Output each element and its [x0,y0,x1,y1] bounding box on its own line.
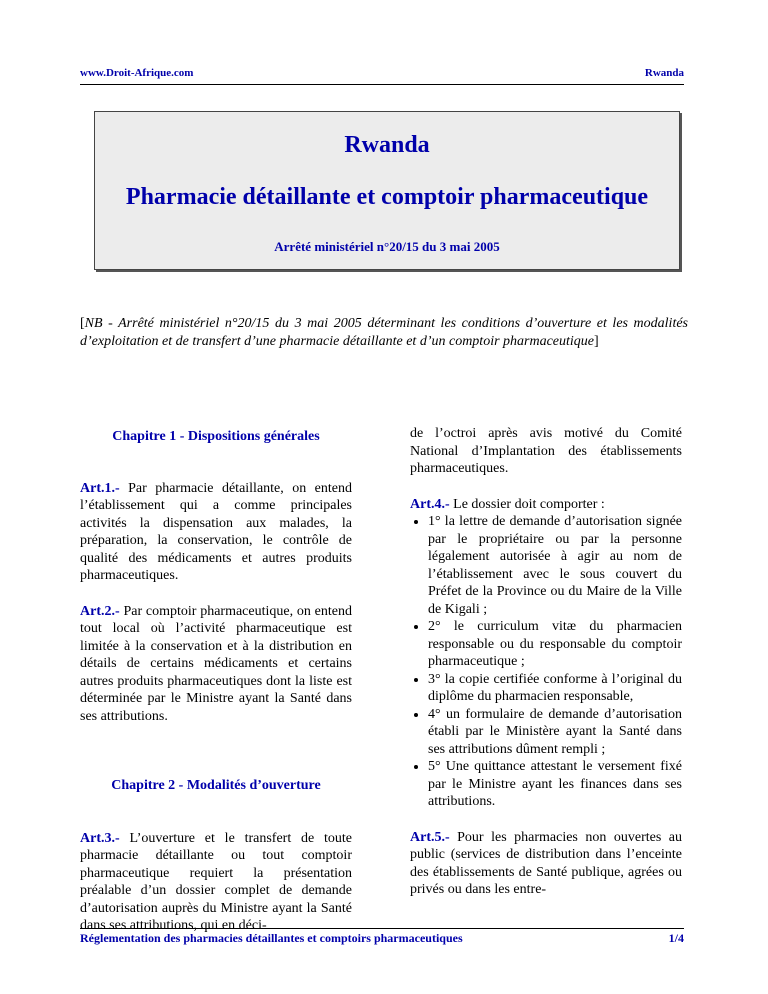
nb-close-bracket: ] [594,334,599,349]
list-item: • 2° le curriculum vitæ du pharmacien responsable ou du responsable du comptoir pharmaceutique ; [428,618,682,671]
list-item: • 5° Une quittance attestant le versement fixé par le Ministre ayant les finances dans ses attributions. [428,758,682,811]
article-5-label: Art.5.- [410,829,450,845]
article-2-label: Art.2.- [80,603,120,619]
article-5-text: Pour les pharmacies non ouvertes au public (services de distribution dans l’enceinte des établissements de Santé publique, agrées ou privés ou dans les entre- [410,829,682,897]
header-site-link[interactable]: www.Droit-Afrique.com [80,67,194,79]
footer-title: Réglementation des pharmacies détaillantes et comptoirs pharmaceutiques [80,931,463,945]
article-4 [410,496,682,514]
nb-open-bracket: [ [80,316,85,331]
article-3-continued: de l’octroi après avis motivé du Comité National d’Implantation des établissements pharmaceutiques. [410,426,682,476]
article-4-label: Art.4.- [410,496,450,512]
article-4-list [410,513,682,811]
header-divider [80,84,684,85]
footer-divider [80,928,684,929]
chapter-1-heading: Chapitre 1 - Dispositions générales [112,429,320,444]
article-3-label: Art.3.- [80,830,120,846]
article-1-text: Par pharmacie détaillante, on entend l’établissement qui a comme principales activités la dispensation aux malades, la préparation, la conservation, le contrôle de qualité des médicaments et autres produits pharmaceutiques. [80,480,352,583]
article-5 [410,829,682,899]
chapter-2-heading: Chapitre 2 - Modalités d’ouverture [111,778,321,793]
title-country: Rwanda [344,132,430,158]
nb-text: NB - Arrêté ministériel n°20/15 du 3 mai 2005 déterminant les conditions d’ouverture et les modalités d’exploitation et de transfert d’une pharmacie détaillante et d’un comptoir pharmaceutique [80,316,688,349]
right-column [410,425,682,899]
article-3 [80,830,352,935]
document-subtitle: Arrêté ministériel n°20/15 du 3 mai 2005 [274,239,500,254]
article-1-label: Art.1.- [80,480,120,496]
header-country: Rwanda [644,67,684,79]
left-column [80,425,352,935]
article-3-text: L’ouverture et le transfert de toute pharmacie détaillante ou tout comptoir pharmaceutique requiert la présentation préalable d’un dossier complet de demande d’autorisation auprès du Ministre ayant la Santé dans ses attributions, qui en déci- [80,830,352,933]
article-1 [80,480,352,585]
title-box [94,111,680,270]
page-number: 1/4 [668,931,684,945]
list-item: • 4° un formulaire de demande d’autorisation établi par le Ministère ayant la Santé dans ses attributions dûment rempli ; [428,706,682,759]
article-2-text: Par comptoir pharmaceutique, on entend tout local où l’activité pharmaceutique est limitée à la conservation et à la distribution en détails de certains médicaments et certains autres produits pharmaceutiques dont la liste est déterminée par le Ministre ayant la Santé dans ses attributions. [80,603,352,724]
article-4-text: Le dossier doit comporter : [449,496,605,512]
document-title: Pharmacie détaillante et comptoir pharmaceutique [125,184,649,210]
list-item: • 1° la lettre de demande d’autorisation signée par le propriétaire ou par la personne légalement autorisée à agir au nom de l’établissement avec le sous couvert du Préfet de la Province ou du Maire de la Ville de Kigali ; [428,513,682,618]
article-2 [80,603,352,726]
list-item: • 3° la copie certifiée conforme à l’original du diplôme du pharmacien responsable, [428,671,682,706]
nb-note [80,315,688,351]
